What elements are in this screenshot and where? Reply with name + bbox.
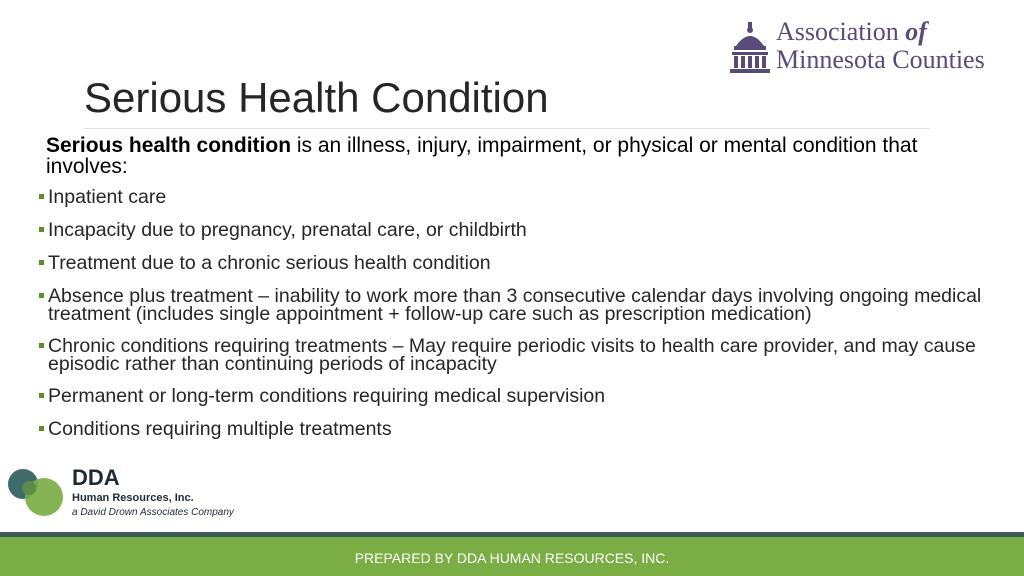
bullet-icon — [39, 194, 44, 199]
capitol-building-icon — [728, 20, 772, 76]
list-item — [38, 420, 1008, 438]
list-item — [38, 254, 1008, 272]
dda-logo — [6, 466, 266, 522]
list-item-text: Permanent or long-term conditions requiring medical supervision — [48, 385, 606, 407]
dda-name: DDA — [72, 465, 120, 490]
bullet-icon — [39, 227, 44, 232]
overlapping-circles-icon — [6, 466, 68, 518]
list-item-text: Inpatient care — [48, 186, 167, 208]
amc-line-2: Minnesota Counties — [776, 45, 985, 74]
footer-text: PREPARED BY DDA HUMAN RESOURCES, INC. — [354, 550, 670, 566]
intro-definition: is an illness, injury, impairment, or physical or mental condition that involves: — [46, 134, 918, 178]
list-item — [38, 387, 1008, 405]
bullet-icon — [39, 426, 44, 431]
list-item-text: Treatment due to a chronic serious health condition — [48, 252, 491, 274]
list-item-text: Absence plus treatment – inability to work more than 3 consecutive calendar days involving ongoing medical treatment (includes single appointment + follow-up care such as prescription medication) — [48, 285, 982, 325]
dda-tagline: a David Drown Associates Company — [72, 507, 234, 518]
amc-logo — [728, 18, 1008, 78]
slide-title: Serious Health Condition — [84, 74, 549, 121]
list-item-text: Incapacity due to pregnancy, prenatal care, or childbirth — [48, 219, 527, 241]
list-item — [38, 337, 1008, 373]
bullet-icon — [39, 343, 44, 348]
bullet-icon — [39, 393, 44, 398]
list-item-text: Conditions requiring multiple treatments — [48, 418, 392, 440]
condition-list — [38, 188, 1008, 453]
amc-wordmark — [776, 18, 985, 74]
bullet-icon — [39, 260, 44, 265]
intro-term: Serious health condition — [46, 134, 292, 157]
dda-subtitle: Human Resources, Inc. — [72, 492, 194, 504]
list-item — [38, 287, 1008, 323]
list-item-text: Chronic conditions requiring treatments – May require periodic visits to health care provider, and may cause episodic rather than continuing periods of incapacity — [48, 335, 976, 375]
intro-paragraph — [46, 135, 996, 177]
amc-line-1 — [776, 18, 985, 46]
title-divider — [84, 128, 930, 129]
amc-of: of — [905, 17, 927, 46]
footer-bar — [0, 537, 1024, 576]
list-item — [38, 188, 1008, 206]
bullet-icon — [39, 293, 44, 298]
amc-association: Association — [776, 17, 906, 46]
list-item — [38, 221, 1008, 239]
